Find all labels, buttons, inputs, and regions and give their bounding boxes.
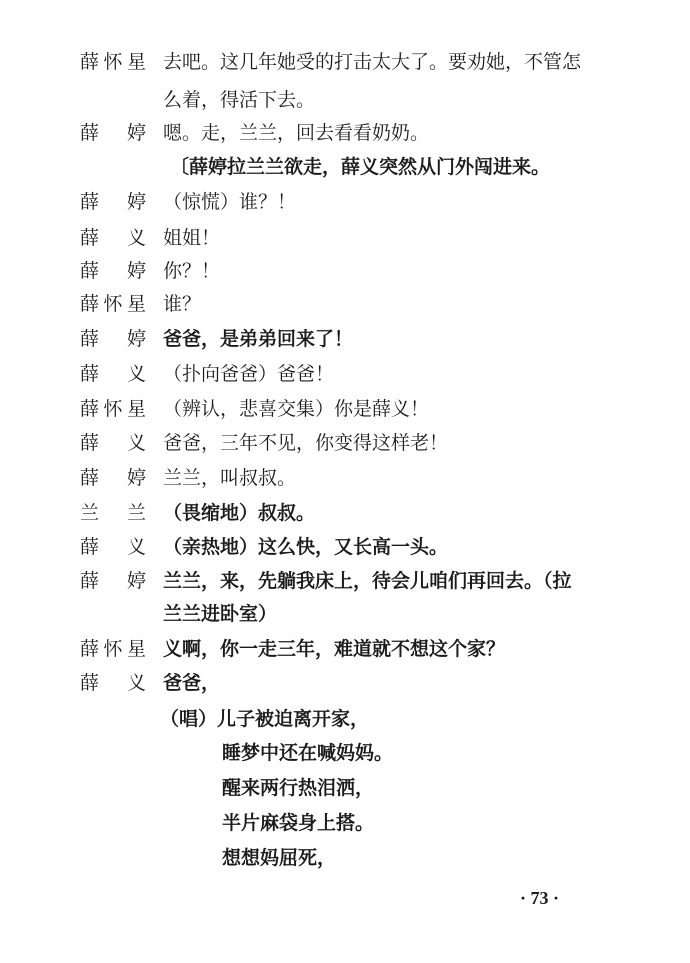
script-line [0,187,690,217]
dialogue-text: 义啊，你一走三年，难道就不想这个家？ [163,638,506,660]
dialogue-text: 谁？ [163,293,202,315]
speaker-name: 薛义 [80,363,146,385]
script-line [0,532,690,562]
dialogue-text: 去吧。这几年她受的打击太大了。要劝她，不管怎 [163,51,582,73]
song-text: 想想妈屈死， [222,847,337,869]
script-line [0,428,690,458]
speaker-name: 薛婷 [80,191,146,213]
script-line [0,394,690,424]
dialogue-text: 嗯。走，兰兰，回去看看奶奶。 [163,122,430,144]
song-line [0,738,690,768]
dialogue-text: （亲热地）这么快，又长高一头。 [163,536,449,558]
speaker-name: 薛义 [80,432,146,454]
dialogue-text: 爸爸，三年不见，你变得这样老！ [163,432,449,454]
song-text: 醒来两行热泪洒， [222,777,375,799]
dialogue-text: 兰兰，叫叔叔。 [163,467,297,489]
speaker-name: 薛义 [80,536,146,558]
song-line [0,773,690,803]
script-line [0,599,690,629]
script-line [0,566,690,596]
dialogue-text: 爸爸，是弟弟回来了！ [163,328,354,350]
script-line [0,118,690,148]
script-line [0,498,690,528]
dialogue-text: 么着，得活下去。 [163,89,316,111]
speaker-name: 薛义 [80,672,146,694]
dialogue-text: （惊慌）谁？！ [163,191,297,213]
script-line [0,463,690,493]
speaker-name: 薛婷 [80,328,146,350]
song-text: （唱）儿子被迫离开家， [160,708,370,730]
dialogue-text: （畏缩地）叔叔。 [163,502,316,524]
script-line [0,324,690,354]
speaker-name: 兰兰 [80,502,146,524]
speaker-name: 薛怀星 [80,638,146,660]
speaker-name: 薛义 [80,227,146,249]
speaker-name: 薛婷 [80,122,146,144]
song-line [0,704,690,734]
script-line [0,223,690,253]
script-line [0,85,690,115]
script-line [0,668,690,698]
dialogue-text: 爸爸， [163,672,221,694]
dialogue-text: 兰兰，来，先躺我床上，待会儿咱们再回去。（拉 [163,570,572,592]
stage-direction-text: 〔薛婷拉兰兰欲走，薛义突然从门外闯进来。 [170,156,551,178]
script-line [0,47,690,77]
speaker-name: 薛怀星 [80,293,146,315]
speaker-name: 薛婷 [80,260,146,282]
speaker-name: 薛婷 [80,570,146,592]
dialogue-text: 兰兰进卧室） [163,603,278,625]
speaker-name: 薛怀星 [80,51,146,73]
dialogue-text: （扑向爸爸）爸爸！ [163,363,335,385]
script-line [0,359,690,389]
song-text: 半片麻袋身上搭。 [222,812,375,834]
speaker-name: 薛婷 [80,467,146,489]
dialogue-text: 你？！ [163,260,221,282]
stage-direction [0,152,690,182]
song-text: 睡梦中还在喊妈妈。 [222,742,394,764]
song-line [0,843,690,873]
script-line [0,256,690,286]
page-number: · 73 · [520,888,560,908]
script-line [0,289,690,319]
script-line [0,634,690,664]
speaker-name: 薛怀星 [80,398,146,420]
dialogue-text: （辨认，悲喜交集）你是薛义！ [163,398,430,420]
song-line [0,808,690,838]
dialogue-text: 姐姐！ [163,227,221,249]
